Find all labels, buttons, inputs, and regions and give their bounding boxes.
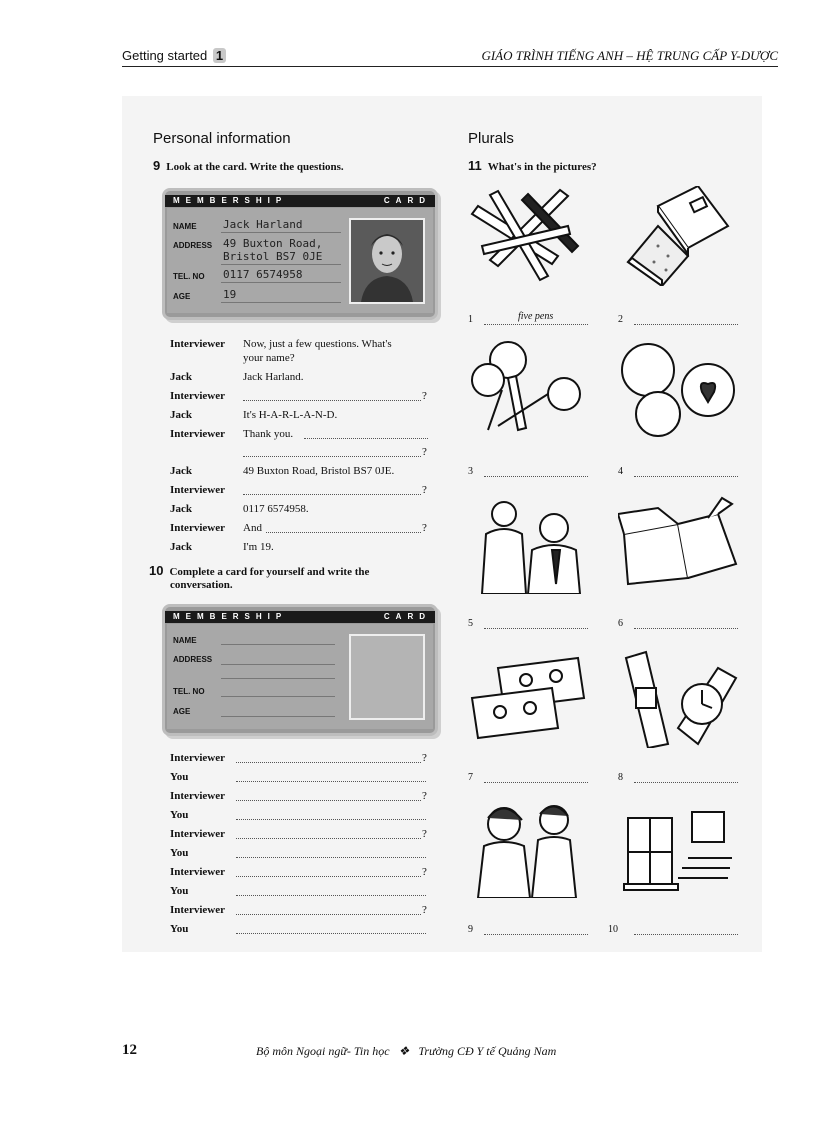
question-mark: ? [422,790,427,802]
speaker: Jack [170,503,192,515]
picture-caption [618,314,738,325]
item-number: 7 [468,772,473,783]
field-line[interactable] [221,664,335,665]
speaker: You [170,771,189,783]
item-number: 10 [608,924,618,935]
line-text: Now, just a few questions. What's [243,338,392,350]
field-label-tel: TEL. NO [173,687,205,696]
school-name: Trường CĐ Y tế Quảng Nam [418,1044,557,1058]
exercise-number: 11 [468,158,482,173]
speaker: Jack [170,371,192,383]
answer-line[interactable] [236,866,421,877]
department: Bộ môn Ngoại ngữ- Tin học [256,1044,390,1058]
question-mark: ? [422,484,427,496]
section-label [122,48,226,63]
card-header-label: MEMBERSHIP [173,196,288,205]
speaker: Interviewer [170,484,225,496]
dialogue-line [170,338,435,352]
speaker: Jack [170,409,192,421]
dialogue-line [170,465,435,479]
field-line[interactable] [221,696,335,697]
footer-text [256,1044,556,1059]
field-line [221,232,341,233]
answer-line[interactable] [484,466,588,477]
exercise-9-instruction [153,158,344,173]
speaker: Interviewer [170,390,225,402]
field-line [221,264,341,265]
answer-line[interactable] [304,428,428,439]
dialogue-line [170,446,435,460]
answer-line[interactable] [634,466,738,477]
question-mark: ? [422,390,427,402]
answer-line[interactable] [236,828,421,839]
dialogue-line [170,503,435,517]
separator-icon: ❖ [398,1044,410,1058]
unit-number: 1 [213,48,226,63]
field-label-name: NAME [173,222,197,231]
field-line[interactable] [221,644,335,645]
exercise-text: What's in the pictures? [487,161,597,173]
picture-caption [468,924,588,935]
card-header-label: MEMBERSHIP [173,612,288,621]
men-icon [468,494,588,594]
exercise-11-instruction [468,158,597,173]
answer-line[interactable] [236,885,426,896]
dialogue-line [170,752,435,766]
answer-line[interactable] [236,790,421,801]
page-number: 12 [122,1042,137,1058]
item-number: 1 [468,314,473,325]
exercise-text: Look at the card. Write the questions. [166,161,344,173]
dialogue-line [170,809,435,823]
speaker: Interviewer [170,428,225,440]
personal-info-title: Personal information [153,130,291,147]
item-number: 5 [468,618,473,629]
dialogue-line [170,390,435,404]
women-icon [468,798,588,898]
item-number: 6 [618,618,623,629]
answer-line[interactable] [236,771,426,782]
line-text: your name? [243,352,295,364]
answer-line[interactable] [236,923,426,934]
dialogue-line [170,484,435,498]
card-body [167,208,433,313]
blank-membership-card [162,604,438,736]
line-text: Thank you. [243,428,294,440]
line-text: It's H-A-R-L-A-N-D. [243,409,338,421]
question-mark: ? [422,752,427,764]
dialogue-line [170,771,435,785]
dialogue-line [170,371,435,385]
answer-line[interactable] [243,390,421,401]
field-value-tel: 0117 6574958 [223,268,303,281]
badges-icon [618,340,738,440]
cassettes-icon [468,648,588,748]
dialogue-line [170,541,435,555]
windows-icon [618,798,738,898]
dialogue-line [170,866,435,880]
workbook-page [122,96,762,952]
item-number: 8 [618,772,623,783]
speaker: You [170,885,189,897]
line-text: 49 Buxton Road, Bristol BS7 0JE. [243,465,395,477]
question-mark: ? [422,828,427,840]
card-header [165,611,435,623]
dialogue-line [170,828,435,842]
line-text: And [243,522,262,534]
question-mark: ? [422,866,427,878]
dialogue-line [170,885,435,899]
picture-caption [618,772,738,783]
speaker: Interviewer [170,522,225,534]
page-header [122,48,778,67]
line-text: Jack Harland. [243,371,304,383]
answer-line[interactable] [634,618,738,629]
answer-line[interactable] [236,809,426,820]
answer-line[interactable] [236,847,426,858]
card-header [165,195,435,207]
picture-caption [468,311,588,325]
speaker: You [170,809,189,821]
exercise-text: Complete a card for yourself and write the [169,566,370,578]
picture-caption [618,618,738,629]
card-header-card: CARD [383,196,431,205]
item-number: 4 [618,466,623,477]
dialogue-line [170,522,435,536]
line-text: I'm 19. [243,541,274,553]
speaker: Interviewer [170,338,225,350]
field-label-address: ADDRESS [173,655,213,664]
answer-line[interactable] [243,484,421,495]
books-icon [618,186,738,286]
field-label-age: AGE [173,707,191,716]
section-name: Getting started [122,48,208,63]
picture-caption [468,772,588,783]
question-mark: ? [422,904,427,916]
answer-line[interactable] [266,522,421,533]
answer-line[interactable] [634,314,738,325]
answer-line[interactable] [236,752,421,763]
speaker: Jack [170,465,192,477]
field-line[interactable] [221,678,335,679]
speaker: You [170,923,189,935]
field-line [221,302,341,303]
card-header-card: CARD [383,612,431,621]
dialogue-line [170,790,435,804]
field-label-name: NAME [173,636,197,645]
speaker: Interviewer [170,866,225,878]
speaker: Jack [170,541,192,553]
boxes-icon [618,494,738,594]
exercise-text-2: conversation. [170,579,233,591]
answer-line[interactable] [484,772,588,783]
keys-icon [468,340,588,440]
item-number: 2 [618,314,623,325]
dialogue-line [170,428,435,442]
page-footer [0,1042,816,1062]
question-mark: ? [422,522,427,534]
field-value-address-1: 49 Buxton Road, [223,237,323,250]
item-number: 3 [468,466,473,477]
dialogue-line [170,923,435,937]
picture-caption [468,618,588,629]
line-text: 0117 6574958. [243,503,309,515]
picture-caption [608,924,738,935]
card-body [167,624,433,729]
field-label-address: ADDRESS [173,241,213,250]
speaker: Interviewer [170,752,225,764]
dialogue-line [170,409,435,423]
speaker: You [170,847,189,859]
watches-icon [618,648,738,748]
speaker: Interviewer [170,828,225,840]
question-mark: ? [422,446,427,458]
field-line[interactable] [221,716,335,717]
dialogue-line [170,904,435,918]
picture-caption [618,466,738,477]
dialogue-line [170,847,435,861]
exercise-10-instruction [149,564,369,592]
field-value-name: Jack Harland [223,218,303,231]
answer-line[interactable] [484,924,588,935]
answer-line[interactable] [243,446,421,457]
answer-line[interactable] [236,904,421,915]
plurals-title: Plurals [468,130,514,147]
answer-line[interactable] [634,924,738,935]
item-number: 9 [468,924,473,935]
picture-caption [468,466,588,477]
membership-card [162,188,438,320]
example-answer: five pens [518,311,554,322]
field-line [221,282,341,283]
field-label-tel: TEL. NO [173,272,205,281]
exercise-number: 9 [153,158,161,173]
exercise-number: 10 [149,563,164,578]
book-title: GIÁO TRÌNH TIẾNG ANH – HỆ TRUNG CẤP Y-DƯỢC [481,48,778,63]
blank-photo-box[interactable] [349,634,425,720]
member-photo [349,218,425,304]
field-value-age: 19 [223,288,237,301]
portrait-icon [351,220,423,302]
answer-line[interactable] [634,772,738,783]
dialogue-line [170,352,435,366]
pens-icon [468,186,588,286]
field-label-age: AGE [173,292,191,301]
answer-line[interactable] [484,618,588,629]
speaker: Interviewer [170,790,225,802]
speaker: Interviewer [170,904,225,916]
field-value-address-2: Bristol BS7 0JE [223,250,323,263]
